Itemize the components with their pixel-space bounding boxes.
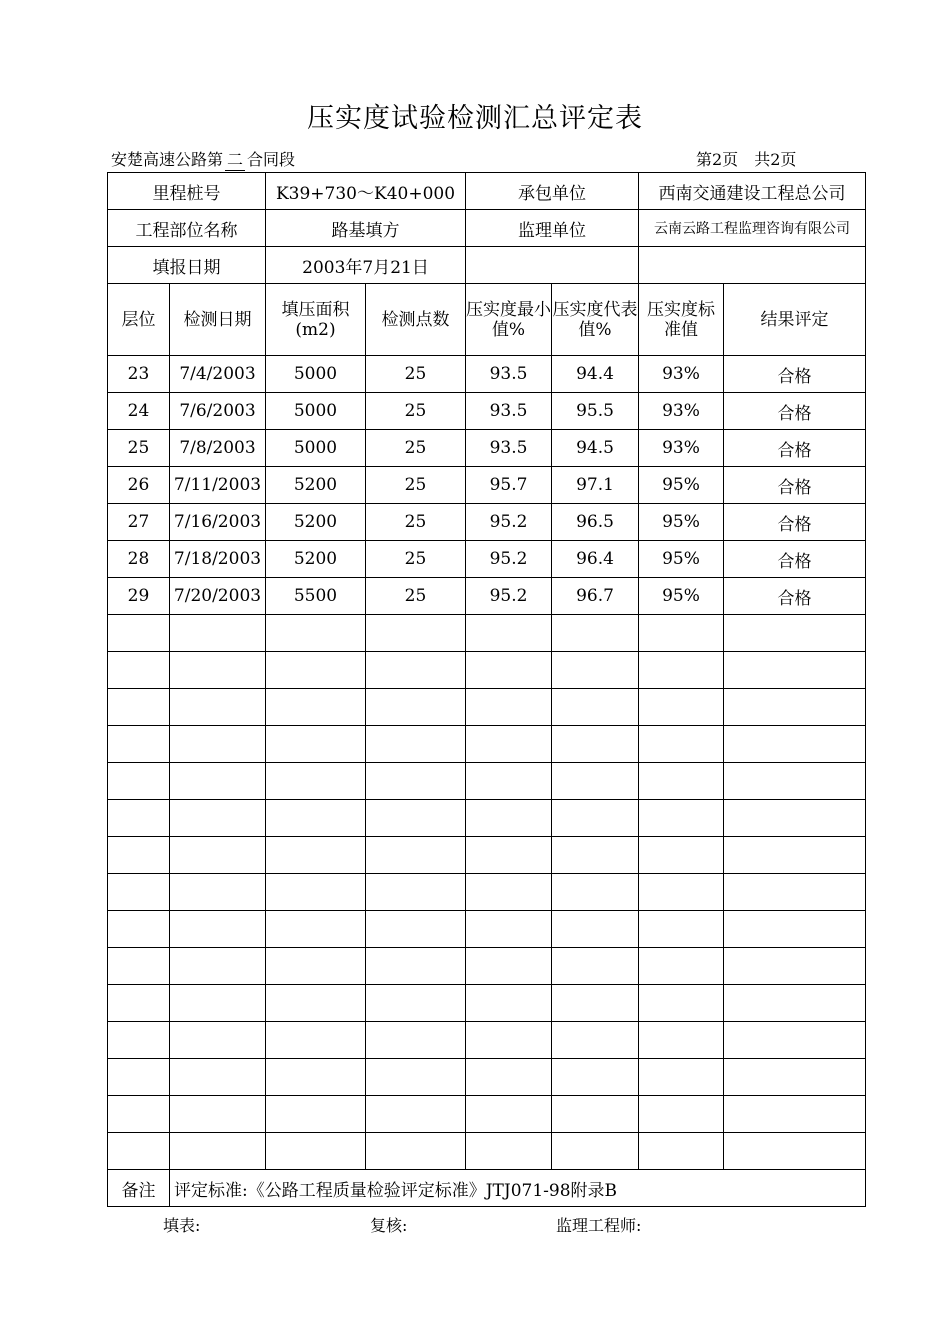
cell-layer: 29: [108, 578, 170, 615]
col-header-points: 检测点数: [366, 284, 466, 356]
page-total: 共2页: [754, 150, 797, 169]
empty-cell: [108, 1133, 170, 1170]
remarks-label: 备注: [108, 1170, 170, 1207]
empty-cell: [724, 948, 866, 985]
col-header-date: 检测日期: [170, 284, 266, 356]
empty-cell: [466, 726, 552, 763]
empty-cell: [366, 837, 466, 874]
cell-standard: 95%: [639, 467, 724, 504]
empty-cell: [170, 837, 266, 874]
compaction-summary-table: [107, 172, 866, 1207]
cell-result: 合格: [724, 356, 866, 393]
empty-cell: [466, 800, 552, 837]
cell-min: 95.2: [466, 541, 552, 578]
empty-cell: [552, 985, 639, 1022]
empty-cell: [639, 911, 724, 948]
empty-row: [108, 652, 866, 689]
table-row: [108, 541, 866, 578]
cell-layer: 26: [108, 467, 170, 504]
cell-layer: 27: [108, 504, 170, 541]
empty-cell: [552, 726, 639, 763]
table-row: [108, 356, 866, 393]
empty-cell: [466, 1096, 552, 1133]
cell-date: 7/4/2003: [170, 356, 266, 393]
cell-representative: 96.4: [552, 541, 639, 578]
empty-cell: [366, 948, 466, 985]
cell-points: 25: [366, 356, 466, 393]
empty-cell: [170, 763, 266, 800]
contractor-label: 承包单位: [466, 173, 639, 210]
empty-cell: [552, 1133, 639, 1170]
cell-date: 7/20/2003: [170, 578, 266, 615]
date-value: 2003年7月21日: [266, 247, 466, 284]
cell-date: 7/18/2003: [170, 541, 266, 578]
part-value: 路基填方: [266, 210, 466, 247]
empty-cell: [266, 1022, 366, 1059]
cell-area: 5000: [266, 356, 366, 393]
cell-date: 7/16/2003: [170, 504, 266, 541]
empty-cell: [366, 911, 466, 948]
cell-points: 25: [366, 578, 466, 615]
empty-cell: [639, 1133, 724, 1170]
cell-standard: 93%: [639, 356, 724, 393]
page-current: 第2页: [696, 150, 739, 169]
cell-points: 25: [366, 504, 466, 541]
empty-cell: [266, 1133, 366, 1170]
empty-cell: [108, 800, 170, 837]
empty-cell: [724, 837, 866, 874]
contract-number: 二: [225, 147, 245, 171]
cell-layer: 28: [108, 541, 170, 578]
cell-result: 合格: [724, 504, 866, 541]
empty-cell: [170, 726, 266, 763]
empty-cell: [639, 763, 724, 800]
supervisor-value: 云南云路工程监理咨询有限公司: [639, 210, 866, 247]
empty-cell: [170, 1096, 266, 1133]
empty-cell: [108, 911, 170, 948]
empty-cell: [366, 615, 466, 652]
date-label: 填报日期: [108, 247, 266, 284]
empty-cell: [724, 652, 866, 689]
empty-cell: [266, 948, 366, 985]
empty-cell: [366, 689, 466, 726]
cell-min: 95.2: [466, 504, 552, 541]
empty-cell: [466, 689, 552, 726]
cell-points: 25: [366, 541, 466, 578]
empty-cell: [639, 1059, 724, 1096]
cell-date: 7/6/2003: [170, 393, 266, 430]
col-header-standard: 压实度标准值: [639, 284, 724, 356]
empty-cell: [170, 874, 266, 911]
empty-row: [108, 1096, 866, 1133]
cell-min: 93.5: [466, 430, 552, 467]
empty-row: [108, 726, 866, 763]
empty-cell: [724, 800, 866, 837]
empty-row: [108, 985, 866, 1022]
empty-cell: [552, 874, 639, 911]
cell-standard: 93%: [639, 393, 724, 430]
empty-row: [108, 837, 866, 874]
empty-cell: [466, 1022, 552, 1059]
empty-cell: [266, 615, 366, 652]
empty-cell: [552, 763, 639, 800]
cell-area: 5500: [266, 578, 366, 615]
empty-cell: [170, 652, 266, 689]
empty-cell: [266, 1096, 366, 1133]
empty-row: [108, 1059, 866, 1096]
cell-area: 5000: [266, 430, 366, 467]
info-row-date: [108, 247, 866, 284]
empty-cell: [108, 1059, 170, 1096]
empty-cell: [466, 615, 552, 652]
empty-cell: [108, 726, 170, 763]
empty-cell: [366, 1022, 466, 1059]
empty-cell: [552, 800, 639, 837]
empty-cell: [266, 1059, 366, 1096]
page-indicator: [696, 147, 796, 170]
cell-representative: 97.1: [552, 467, 639, 504]
empty-cell: [552, 689, 639, 726]
station-label: 里程桩号: [108, 173, 266, 210]
empty-cell: [639, 874, 724, 911]
supervisor-label: 监理单位: [466, 210, 639, 247]
empty-cell: [266, 763, 366, 800]
cell-representative: 95.5: [552, 393, 639, 430]
cell-points: 25: [366, 430, 466, 467]
document-title: 压实度试验检测汇总评定表: [307, 103, 643, 134]
table-row: [108, 467, 866, 504]
empty-cell: [552, 615, 639, 652]
empty-cell: [724, 689, 866, 726]
empty-cell: [639, 1096, 724, 1133]
empty-cell: [170, 985, 266, 1022]
signature-engineer: 监理工程师:: [556, 1216, 642, 1235]
cell-standard: 95%: [639, 504, 724, 541]
cell-representative: 96.7: [552, 578, 639, 615]
empty-cell: [552, 911, 639, 948]
empty-cell: [170, 948, 266, 985]
empty-cell: [724, 763, 866, 800]
empty-cell: [552, 837, 639, 874]
empty-cell: [724, 1059, 866, 1096]
table-row: [108, 578, 866, 615]
remarks-row: [108, 1170, 866, 1207]
empty-cell: [108, 837, 170, 874]
signature-filler: 填表:: [163, 1216, 201, 1235]
contractor-value: 西南交通建设工程总公司: [639, 173, 866, 210]
empty-cell: [466, 948, 552, 985]
empty-cell: [466, 837, 552, 874]
cell-min: 95.7: [466, 467, 552, 504]
empty-cell: [466, 985, 552, 1022]
empty-cell: [552, 1059, 639, 1096]
project-line: [111, 147, 295, 171]
empty-cell: [639, 985, 724, 1022]
empty-cell: [552, 652, 639, 689]
empty-cell: [639, 948, 724, 985]
empty-cell: [366, 1133, 466, 1170]
empty-cell: [108, 763, 170, 800]
col-header-min: 压实度最小值%: [466, 284, 552, 356]
cell-representative: 96.5: [552, 504, 639, 541]
empty-cell: [466, 652, 552, 689]
cell-area: 5000: [266, 393, 366, 430]
empty-cell: [170, 689, 266, 726]
empty-cell: [366, 985, 466, 1022]
cell-min: 95.2: [466, 578, 552, 615]
empty-cell: [108, 948, 170, 985]
table-row: [108, 393, 866, 430]
cell-standard: 93%: [639, 430, 724, 467]
empty-row: [108, 948, 866, 985]
empty-cell: [108, 615, 170, 652]
empty-cell: [108, 985, 170, 1022]
col-header-result: 结果评定: [724, 284, 866, 356]
empty-cell: [170, 1133, 266, 1170]
empty-cell: [366, 800, 466, 837]
empty-row: [108, 874, 866, 911]
cell-standard: 95%: [639, 578, 724, 615]
empty-cell: [170, 1059, 266, 1096]
empty-cell: [724, 911, 866, 948]
empty-cell: [170, 1022, 266, 1059]
empty-cell: [466, 911, 552, 948]
empty-cell: [552, 948, 639, 985]
empty-cell: [266, 726, 366, 763]
empty-cell: [266, 911, 366, 948]
cell-result: 合格: [724, 430, 866, 467]
empty-row: [108, 689, 866, 726]
cell-min: 93.5: [466, 393, 552, 430]
empty-cell: [639, 1022, 724, 1059]
remarks-text: 评定标准:《公路工程质量检验评定标准》JTJ071-98附录B: [170, 1170, 866, 1207]
project-suffix: 合同段: [247, 150, 296, 169]
empty-cell: [466, 247, 639, 284]
empty-row: [108, 1022, 866, 1059]
col-header-area: 填压面积(m2): [266, 284, 366, 356]
empty-cell: [466, 1059, 552, 1096]
cell-date: 7/11/2003: [170, 467, 266, 504]
empty-cell: [170, 800, 266, 837]
empty-cell: [108, 1022, 170, 1059]
table-row: [108, 430, 866, 467]
empty-cell: [266, 985, 366, 1022]
col-header-layer: 层位: [108, 284, 170, 356]
empty-cell: [639, 652, 724, 689]
empty-cell: [639, 800, 724, 837]
empty-cell: [639, 247, 866, 284]
cell-min: 93.5: [466, 356, 552, 393]
empty-cell: [170, 911, 266, 948]
empty-cell: [366, 763, 466, 800]
empty-cell: [366, 726, 466, 763]
cell-representative: 94.5: [552, 430, 639, 467]
empty-cell: [170, 615, 266, 652]
cell-result: 合格: [724, 467, 866, 504]
cell-representative: 94.4: [552, 356, 639, 393]
cell-layer: 24: [108, 393, 170, 430]
cell-result: 合格: [724, 541, 866, 578]
cell-result: 合格: [724, 393, 866, 430]
empty-cell: [266, 800, 366, 837]
info-row-part: [108, 210, 866, 247]
col-header-representative: 压实度代表值%: [552, 284, 639, 356]
cell-area: 5200: [266, 467, 366, 504]
empty-cell: [366, 874, 466, 911]
cell-layer: 23: [108, 356, 170, 393]
empty-cell: [639, 726, 724, 763]
part-label: 工程部位名称: [108, 210, 266, 247]
empty-cell: [366, 652, 466, 689]
cell-area: 5200: [266, 504, 366, 541]
cell-layer: 25: [108, 430, 170, 467]
empty-cell: [724, 1096, 866, 1133]
empty-row: [108, 800, 866, 837]
empty-cell: [266, 652, 366, 689]
cell-points: 25: [366, 467, 466, 504]
cell-points: 25: [366, 393, 466, 430]
info-row-station: [108, 173, 866, 210]
empty-cell: [724, 1022, 866, 1059]
cell-date: 7/8/2003: [170, 430, 266, 467]
empty-row: [108, 763, 866, 800]
table-row: [108, 504, 866, 541]
empty-cell: [108, 874, 170, 911]
empty-cell: [466, 874, 552, 911]
cell-standard: 95%: [639, 541, 724, 578]
empty-row: [108, 1133, 866, 1170]
cell-area: 5200: [266, 541, 366, 578]
empty-cell: [724, 1133, 866, 1170]
empty-cell: [466, 1133, 552, 1170]
empty-cell: [552, 1022, 639, 1059]
empty-cell: [108, 1096, 170, 1133]
empty-cell: [552, 1096, 639, 1133]
signature-reviewer: 复核:: [370, 1216, 408, 1235]
station-value: K39+730～K40+000: [266, 173, 466, 210]
empty-cell: [724, 726, 866, 763]
empty-cell: [266, 837, 366, 874]
empty-cell: [724, 985, 866, 1022]
empty-cell: [366, 1059, 466, 1096]
empty-cell: [108, 689, 170, 726]
empty-cell: [724, 874, 866, 911]
empty-cell: [724, 615, 866, 652]
empty-cell: [639, 837, 724, 874]
project-prefix: 安楚高速公路第: [111, 150, 224, 169]
empty-cell: [639, 615, 724, 652]
empty-cell: [266, 689, 366, 726]
empty-cell: [366, 1096, 466, 1133]
empty-cell: [639, 689, 724, 726]
empty-cell: [466, 763, 552, 800]
empty-cell: [266, 874, 366, 911]
column-header-row: [108, 284, 866, 356]
empty-row: [108, 911, 866, 948]
cell-result: 合格: [724, 578, 866, 615]
empty-cell: [108, 652, 170, 689]
empty-row: [108, 615, 866, 652]
